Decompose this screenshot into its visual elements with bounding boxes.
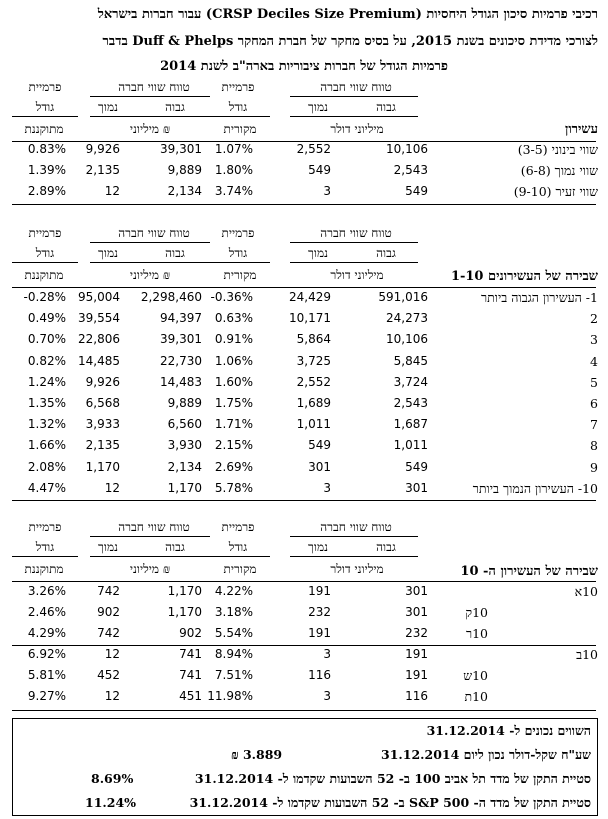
cell-premium-original: 3.74% [214, 184, 253, 198]
section-bottom-rule [12, 500, 596, 501]
header-rule [90, 116, 210, 117]
cell-ils-high: 9,889 [167, 396, 202, 410]
row-label: שווי זעיר (9-10) [513, 184, 598, 199]
cell-ils-low: 452 [97, 668, 120, 682]
cell-ils-low: 2,135 [85, 163, 120, 177]
row-label: 4 [590, 353, 598, 369]
cell-ils-high: 39,301 [160, 142, 202, 156]
header-rule [90, 536, 210, 537]
header-high: גבוה [376, 100, 396, 114]
cell-usd-low: 3 [323, 480, 331, 495]
cell-premium-adjusted: 9.27% [27, 689, 66, 703]
cell-usd-high: 591,016 [378, 290, 428, 304]
header-low: נמוך [98, 100, 118, 114]
header-unit-usd: מיליוני דולר [330, 122, 384, 136]
cell-ils-low: 742 [97, 584, 120, 598]
cell-ils-high: 1,170 [167, 480, 202, 495]
header-rule [90, 262, 210, 263]
header-rule [290, 536, 418, 537]
subsection-rule [12, 645, 596, 646]
header-range-ils: טווח שווי חברה [118, 80, 190, 94]
row-label: 10ב [576, 647, 598, 662]
header-rule [210, 116, 270, 117]
header-premium: פרמיית [28, 520, 62, 534]
cell-premium-original: 4.22% [214, 584, 253, 598]
cell-usd-high: 5,845 [393, 353, 428, 368]
cell-ils-high: 14,483 [160, 374, 202, 389]
cell-usd-high: 549 [405, 459, 428, 474]
header-range-usd: טווח שווי חברה [320, 80, 392, 94]
header-range-usd: טווח שווי חברה [320, 226, 392, 240]
header-low: נמוך [308, 246, 328, 260]
header-rule [12, 116, 78, 117]
footer-line-4-label: סטיית התקן של מדד ה- S&P 500 ב- 52 השבועות שקדמו ל- 31.12.2014 [189, 795, 591, 810]
cell-premium-adjusted: 1.39% [27, 163, 66, 177]
footer-line-1: השווים נכונים ל- 31.12.2014 [426, 723, 591, 738]
header-range-usd: טווח שווי חברה [320, 520, 392, 534]
header-adjusted: מתוקננת [24, 122, 64, 136]
cell-ils-low: 39,554 [78, 311, 120, 326]
cell-ils-low: 9,926 [85, 374, 120, 389]
row-label: 3 [590, 332, 598, 348]
header-unit-usd: מיליוני דולר [330, 268, 384, 282]
cell-ils-low: 12 [104, 689, 120, 703]
header-rule [210, 262, 270, 263]
cell-ils-high: 741 [179, 668, 202, 682]
cell-ils-low: 12 [104, 647, 120, 661]
cell-ils-low: 14,485 [78, 353, 120, 368]
section-label: שבירה של העשירון ה- 10 [460, 564, 598, 579]
row-label: 10- העשירון הנמוך ביותר [472, 480, 598, 496]
cell-usd-low: 232 [308, 605, 331, 619]
cell-premium-adjusted: 4.47% [27, 480, 66, 495]
header-unit-ils: מיליוני ₪ [129, 122, 171, 136]
cell-ils-high: 6,560 [167, 417, 202, 432]
cell-ils-high: 3,930 [167, 438, 202, 453]
header-premium: פרמיית [221, 80, 255, 94]
section-rule [12, 581, 596, 582]
cell-usd-high: 10,106 [386, 142, 428, 156]
row-label: 1- העשירון הגבוה ביותר [480, 290, 598, 305]
row-label: 2 [590, 311, 598, 327]
header-size: גודל [228, 246, 248, 260]
cell-premium-original: 2.69% [214, 459, 253, 474]
cell-usd-low: 3 [323, 184, 331, 198]
cell-premium-original: 0.91% [214, 332, 253, 347]
cell-premium-original: 1.71% [214, 417, 253, 432]
cell-ils-high: 39,301 [160, 332, 202, 347]
cell-premium-adjusted: 2.89% [27, 184, 66, 198]
section-rule [12, 287, 596, 288]
footer-line-2-value: 3.889 ₪ [231, 747, 283, 762]
header-high: גבוה [165, 100, 185, 114]
cell-premium-original: 1.60% [214, 374, 253, 389]
header-size: גודל [228, 100, 248, 114]
cell-ils-high: 2,298,460 [140, 290, 202, 304]
header-original: מקורית [223, 562, 257, 576]
cell-premium-original: 3.18% [214, 605, 253, 619]
cell-usd-low: 5,864 [296, 332, 331, 347]
cell-premium-original: 7.51% [214, 668, 253, 682]
cell-ils-high: 9,889 [167, 163, 202, 177]
cell-premium-adjusted: 2.46% [27, 605, 66, 619]
cell-usd-low: 3 [323, 689, 331, 703]
cell-premium-adjusted: 4.29% [27, 626, 66, 640]
cell-ils-low: 2,135 [85, 438, 120, 453]
cell-premium-adjusted: 0.83% [27, 142, 66, 156]
cell-premium-adjusted: 6.92% [27, 647, 66, 661]
cell-usd-high: 301 [405, 584, 428, 598]
cell-ils-high: 902 [179, 626, 202, 640]
cell-ils-high: 1,170 [167, 605, 202, 619]
cell-premium-original: 1.75% [214, 396, 253, 410]
cell-usd-high: 2,543 [393, 396, 428, 410]
cell-premium-original: 8.94% [214, 647, 253, 661]
cell-premium-original: 2.15% [214, 438, 253, 453]
header-low: נמוך [308, 100, 328, 114]
header-premium: פרמיית [28, 80, 62, 94]
header-high: גבוה [165, 540, 185, 554]
section-label: עשירון [565, 122, 598, 137]
cell-premium-adjusted: -0.28% [23, 290, 66, 304]
cell-usd-low: 24,429 [289, 290, 331, 304]
row-label: שווי נמוך (6-8) [520, 163, 598, 178]
cell-usd-high: 24,273 [386, 311, 428, 326]
row-label: 10ש [463, 668, 488, 683]
title-line-3: פרמיות הגודל של חברות ציבוריות בארה"ב לשנת 2014 [160, 59, 448, 74]
footer-box [12, 718, 598, 816]
header-range-ils: טווח שווי חברה [118, 520, 190, 534]
header-unit-usd: מיליוני דולר [330, 562, 384, 576]
cell-usd-high: 116 [405, 689, 428, 703]
header-rule [290, 556, 418, 557]
header-unit-ils: מיליוני ₪ [129, 562, 171, 576]
cell-premium-adjusted: 1.66% [27, 438, 66, 453]
cell-usd-low: 2,552 [296, 142, 331, 156]
header-premium: פרמיית [221, 520, 255, 534]
cell-premium-original: 0.63% [214, 311, 253, 326]
cell-ils-low: 1,170 [85, 459, 120, 474]
cell-usd-high: 2,543 [393, 163, 428, 177]
title-line-1: רכיבי פרמיות סיכון הגודל היחסיות (CRSP Deciles Size Premium) עבור חברות בישראל [97, 7, 598, 22]
footer-line-2-label: שע"ח שקל-דולר נכון ליום 31.12.2014 [381, 747, 591, 762]
cell-ils-low: 22,806 [78, 332, 120, 347]
cell-premium-adjusted: 0.70% [27, 332, 66, 347]
cell-usd-low: 549 [308, 163, 331, 177]
header-range-ils: טווח שווי חברה [118, 226, 190, 240]
footer-line-3-value: 8.69% [91, 771, 134, 786]
cell-ils-high: 451 [179, 689, 202, 703]
cell-ils-high: 22,730 [160, 353, 202, 368]
cell-ils-high: 2,134 [167, 184, 202, 198]
header-size: גודל [35, 100, 55, 114]
cell-ils-low: 95,004 [78, 290, 120, 304]
header-rule [90, 96, 210, 97]
section-bottom-rule [12, 710, 596, 711]
header-rule [290, 116, 418, 117]
cell-usd-high: 1,011 [393, 438, 428, 453]
header-size: גודל [35, 246, 55, 260]
cell-premium-adjusted: 1.35% [27, 396, 66, 410]
cell-usd-high: 1,687 [393, 417, 428, 432]
cell-ils-high: 94,397 [160, 311, 202, 326]
header-rule [90, 242, 210, 243]
cell-premium-original: 5.78% [214, 480, 253, 495]
cell-usd-low: 3,725 [296, 353, 331, 368]
row-label: 8 [590, 438, 598, 454]
header-premium: פרמיית [28, 226, 62, 240]
cell-usd-low: 10,171 [289, 311, 331, 326]
row-label: 10א [574, 584, 598, 599]
row-label: שווי בינוני (3-5) [517, 142, 598, 157]
footer-line-4-value: 11.24% [85, 795, 137, 810]
cell-premium-adjusted: 5.81% [27, 668, 66, 682]
cell-ils-high: 741 [179, 647, 202, 661]
cell-premium-adjusted: 2.08% [27, 459, 66, 474]
header-rule [290, 96, 418, 97]
cell-premium-original: 1.06% [214, 353, 253, 368]
header-high: גבוה [376, 540, 396, 554]
header-original: מקורית [223, 122, 257, 136]
row-label: 10ק [465, 605, 488, 620]
cell-usd-low: 2,552 [296, 374, 331, 389]
cell-ils-low: 12 [104, 184, 120, 198]
cell-ils-low: 6,568 [85, 396, 120, 410]
header-rule [12, 262, 78, 263]
header-rule [290, 262, 418, 263]
row-label: 6 [590, 396, 598, 411]
row-label: 10ת [464, 689, 488, 704]
header-rule [210, 556, 270, 557]
cell-ils-low: 902 [97, 605, 120, 619]
cell-premium-adjusted: 1.24% [27, 374, 66, 389]
cell-usd-low: 116 [308, 668, 331, 682]
cell-ils-low: 9,926 [85, 142, 120, 156]
row-label: 7 [590, 417, 598, 433]
title-line-2: לצורכי מדידת סיכונים בשנת 2015, על בסיס מחקר של חברת המחקר Duff & Phelps בדבר [102, 34, 598, 49]
cell-usd-low: 301 [308, 459, 331, 474]
cell-usd-low: 191 [308, 584, 331, 598]
cell-usd-high: 10,106 [386, 332, 428, 347]
header-low: נמוך [98, 246, 118, 260]
header-rule [290, 242, 418, 243]
cell-usd-high: 301 [405, 480, 428, 495]
cell-premium-adjusted: 3.26% [27, 584, 66, 598]
section-bottom-rule [12, 204, 596, 205]
row-label: 9 [590, 459, 598, 475]
cell-usd-high: 301 [405, 605, 428, 619]
cell-ils-high: 1,170 [167, 584, 202, 598]
cell-premium-original: 1.07% [214, 142, 253, 156]
cell-ils-low: 3,933 [85, 417, 120, 432]
cell-premium-adjusted: 0.49% [27, 311, 66, 326]
header-rule [12, 556, 78, 557]
header-adjusted: מתוקננת [24, 562, 64, 576]
header-high: גבוה [165, 246, 185, 260]
cell-premium-adjusted: 0.82% [27, 353, 66, 368]
cell-ils-high: 2,134 [167, 459, 202, 474]
cell-usd-low: 549 [308, 438, 331, 453]
cell-usd-high: 549 [405, 184, 428, 198]
row-label: 5 [590, 374, 598, 390]
header-size: גודל [228, 540, 248, 554]
header-low: נמוך [98, 540, 118, 554]
cell-usd-high: 191 [405, 647, 428, 661]
cell-usd-high: 3,724 [393, 374, 428, 389]
cell-premium-original: 1.80% [214, 163, 253, 177]
section-label: שבירה של העשירונים 1-10 [450, 269, 598, 284]
cell-usd-low: 3 [323, 647, 331, 661]
header-low: נמוך [308, 540, 328, 554]
cell-premium-original: -0.36% [210, 290, 253, 304]
cell-premium-adjusted: 1.32% [27, 417, 66, 432]
header-unit-ils: מיליוני ₪ [129, 268, 171, 282]
cell-premium-original: 11.98% [207, 689, 253, 703]
cell-ils-low: 742 [97, 626, 120, 640]
row-label: 10ר [465, 626, 488, 641]
cell-usd-low: 191 [308, 626, 331, 640]
header-high: גבוה [376, 246, 396, 260]
cell-usd-low: 1,011 [296, 417, 331, 432]
cell-usd-high: 232 [405, 626, 428, 640]
cell-usd-high: 191 [405, 668, 428, 682]
header-adjusted: מתוקננת [24, 268, 64, 282]
cell-usd-low: 1,689 [296, 396, 331, 410]
header-size: גודל [35, 540, 55, 554]
cell-premium-original: 5.54% [214, 626, 253, 640]
footer-line-3-label: סטיית התקן של מדד תל אביב 100 ב- 52 השבועות שקדמו ל- 31.12.2014 [194, 771, 591, 786]
header-premium: פרמיית [221, 226, 255, 240]
cell-ils-low: 12 [104, 480, 120, 495]
header-original: מקורית [223, 268, 257, 282]
header-rule [90, 556, 210, 557]
